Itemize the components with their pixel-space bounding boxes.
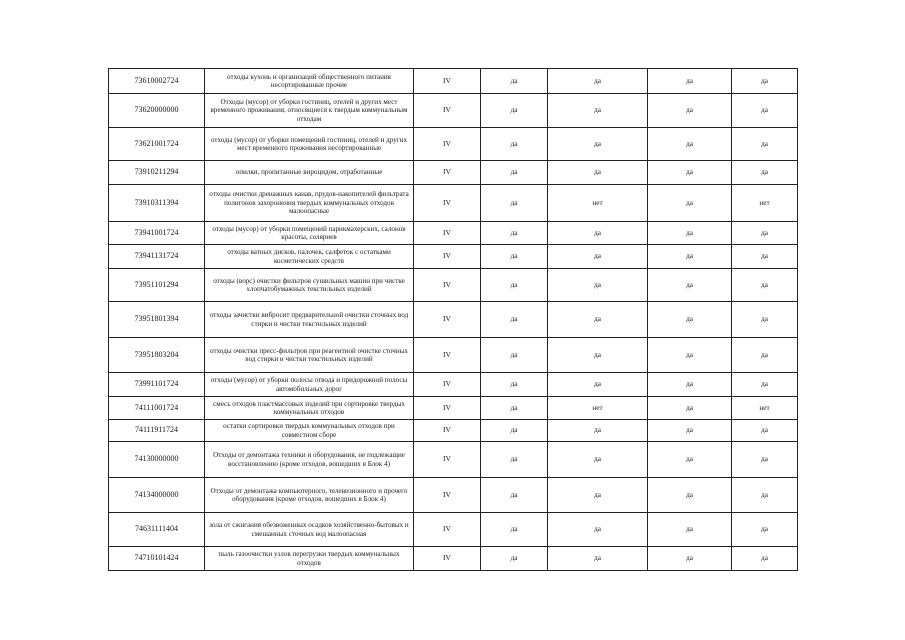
hazard-class-cell: IV	[414, 94, 481, 128]
flag-cell-4: да	[732, 338, 798, 373]
waste-code-cell: 74134000000	[109, 478, 205, 513]
hazard-class-cell: IV	[414, 245, 481, 269]
waste-description-cell: отходы ватных дисков, палочек, салфеток с остатками косметических средств	[205, 245, 414, 269]
flag-cell-3: да	[648, 478, 732, 513]
flag-cell-4: да	[732, 302, 798, 338]
flag-cell-4: нет	[732, 397, 798, 420]
hazard-class-cell: IV	[414, 185, 481, 222]
table-row	[109, 397, 798, 420]
table-row	[109, 420, 798, 442]
waste-description-cell: отходы очистки дренажных канав, прудов-накопителей фильтрата полигонов захоронения твердых коммунальных отходов малоопасные	[205, 185, 414, 222]
waste-code-cell: 73951801394	[109, 302, 205, 338]
waste-code-cell: 73951803204	[109, 338, 205, 373]
flag-cell-3: да	[648, 420, 732, 442]
flag-cell-4: да	[732, 222, 798, 245]
flag-cell-2: да	[548, 128, 648, 161]
flag-cell-4: да	[732, 513, 798, 547]
waste-code-cell: 73910211294	[109, 161, 205, 185]
waste-description-cell: отходы очистки пресс-фильтров при реагентной очистке сточных вод стирки и чистки текстильных изделий	[205, 338, 414, 373]
waste-description-cell: Отходы от демонтажа компьютерного, телевизионного и прочего оборудования (кроме отходов, вошедших в Блок 4)	[205, 478, 414, 513]
table-row	[109, 513, 798, 547]
waste-code-cell: 73620000000	[109, 94, 205, 128]
flag-cell-2: да	[548, 222, 648, 245]
flag-cell-1: да	[481, 442, 548, 478]
waste-table	[108, 68, 798, 571]
flag-cell-4: да	[732, 269, 798, 302]
flag-cell-2: да	[548, 94, 648, 128]
flag-cell-2: да	[548, 245, 648, 269]
waste-description-cell: Отходы (мусор) от уборки гостиниц, отелей и других мест временного проживания, относящиеся к твердым коммунальным отходам	[205, 94, 414, 128]
waste-description-cell: Отходы от демонтажа техники и оборудования, не подлежащие восстановлению (кроме отходов, вошедших в Блок 4)	[205, 442, 414, 478]
flag-cell-2: да	[548, 547, 648, 571]
flag-cell-4: да	[732, 94, 798, 128]
table-row	[109, 547, 798, 571]
flag-cell-1: да	[481, 478, 548, 513]
flag-cell-2: да	[548, 442, 648, 478]
flag-cell-3: да	[648, 128, 732, 161]
waste-description-cell: отходы (ворс) очистки фильтров сушильных машин при чистке хлопчатобумажных текстильных изделий	[205, 269, 414, 302]
flag-cell-3: да	[648, 269, 732, 302]
hazard-class-cell: IV	[414, 478, 481, 513]
waste-description-cell: отходы зачистки вибросит предварительной очистки сточных вод стирки и чистки текстильных изделий	[205, 302, 414, 338]
waste-code-cell: 74710101424	[109, 547, 205, 571]
flag-cell-1: да	[481, 69, 548, 94]
flag-cell-2: да	[548, 269, 648, 302]
flag-cell-2: да	[548, 478, 648, 513]
hazard-class-cell: IV	[414, 128, 481, 161]
flag-cell-4: да	[732, 420, 798, 442]
flag-cell-1: да	[481, 161, 548, 185]
table-row	[109, 69, 798, 94]
flag-cell-2: нет	[548, 397, 648, 420]
flag-cell-3: да	[648, 547, 732, 571]
table-row	[109, 161, 798, 185]
flag-cell-4: да	[732, 161, 798, 185]
flag-cell-2: да	[548, 420, 648, 442]
hazard-class-cell: IV	[414, 222, 481, 245]
flag-cell-4: нет	[732, 185, 798, 222]
flag-cell-2: да	[548, 338, 648, 373]
flag-cell-2: нет	[548, 185, 648, 222]
flag-cell-3: да	[648, 69, 732, 94]
flag-cell-3: да	[648, 513, 732, 547]
hazard-class-cell: IV	[414, 513, 481, 547]
waste-description-cell: отходы (мусор) от уборки помещений гостиниц, отелей и других мест временного проживания несортированные	[205, 128, 414, 161]
waste-code-cell: 73951101294	[109, 269, 205, 302]
flag-cell-3: да	[648, 94, 732, 128]
waste-description-cell: смесь отходов пластмассовых изделий при сортировке твердых коммунальных отходов	[205, 397, 414, 420]
flag-cell-4: да	[732, 547, 798, 571]
flag-cell-2: да	[548, 69, 648, 94]
waste-code-cell: 74111911724	[109, 420, 205, 442]
table-row	[109, 478, 798, 513]
hazard-class-cell: IV	[414, 338, 481, 373]
waste-description-cell: зола от сжигания обезвоженных осадков хозяйственно-бытовых и смешанных сточных вод малоопасная	[205, 513, 414, 547]
waste-description-cell: отходы кухонь и организаций общественного питания несортированные прочие	[205, 69, 414, 94]
table-row	[109, 442, 798, 478]
flag-cell-1: да	[481, 245, 548, 269]
flag-cell-3: да	[648, 397, 732, 420]
hazard-class-cell: IV	[414, 69, 481, 94]
flag-cell-2: да	[548, 302, 648, 338]
flag-cell-2: да	[548, 161, 648, 185]
flag-cell-1: да	[481, 373, 548, 397]
waste-code-cell: 73610002724	[109, 69, 205, 94]
waste-code-cell: 74130000000	[109, 442, 205, 478]
table-row	[109, 245, 798, 269]
hazard-class-cell: IV	[414, 442, 481, 478]
flag-cell-3: да	[648, 161, 732, 185]
flag-cell-3: да	[648, 185, 732, 222]
waste-description-cell: отходы (мусор) от уборки помещений парикмахерских, салонов красоты, соляриев	[205, 222, 414, 245]
flag-cell-1: да	[481, 269, 548, 302]
flag-cell-1: да	[481, 185, 548, 222]
waste-code-cell: 74111001724	[109, 397, 205, 420]
flag-cell-3: да	[648, 338, 732, 373]
hazard-class-cell: IV	[414, 373, 481, 397]
hazard-class-cell: IV	[414, 302, 481, 338]
table-row	[109, 302, 798, 338]
table-row	[109, 94, 798, 128]
hazard-class-cell: IV	[414, 547, 481, 571]
flag-cell-3: да	[648, 222, 732, 245]
flag-cell-2: да	[548, 513, 648, 547]
flag-cell-4: да	[732, 373, 798, 397]
flag-cell-2: да	[548, 373, 648, 397]
table-row	[109, 222, 798, 245]
flag-cell-1: да	[481, 338, 548, 373]
waste-code-cell: 73910311394	[109, 185, 205, 222]
flag-cell-4: да	[732, 69, 798, 94]
hazard-class-cell: IV	[414, 269, 481, 302]
flag-cell-4: да	[732, 245, 798, 269]
waste-code-cell: 74631111404	[109, 513, 205, 547]
flag-cell-3: да	[648, 373, 732, 397]
flag-cell-1: да	[481, 420, 548, 442]
flag-cell-1: да	[481, 397, 548, 420]
waste-code-cell: 73621001724	[109, 128, 205, 161]
flag-cell-1: да	[481, 222, 548, 245]
table-row	[109, 185, 798, 222]
waste-code-cell: 73941131724	[109, 245, 205, 269]
waste-code-cell: 73941001724	[109, 222, 205, 245]
flag-cell-3: да	[648, 442, 732, 478]
flag-cell-1: да	[481, 302, 548, 338]
flag-cell-3: да	[648, 302, 732, 338]
table-row	[109, 128, 798, 161]
flag-cell-4: да	[732, 128, 798, 161]
flag-cell-1: да	[481, 513, 548, 547]
flag-cell-4: да	[732, 478, 798, 513]
waste-description-cell: опилки, пропитанные вироцидом, отработанные	[205, 161, 414, 185]
waste-code-cell: 73991101724	[109, 373, 205, 397]
flag-cell-4: да	[732, 442, 798, 478]
flag-cell-3: да	[648, 245, 732, 269]
waste-description-cell: остатки сортировки твердых коммунальных отходов при совместном сборе	[205, 420, 414, 442]
waste-description-cell: отходы (мусор) от уборки полосы отвода и придорожной полосы автомобильных дорог	[205, 373, 414, 397]
flag-cell-1: да	[481, 547, 548, 571]
waste-description-cell: пыль газоочистки узлов перегрузки твердых коммунальных отходов	[205, 547, 414, 571]
flag-cell-1: да	[481, 94, 548, 128]
hazard-class-cell: IV	[414, 397, 481, 420]
hazard-class-cell: IV	[414, 420, 481, 442]
waste-table-body	[109, 69, 798, 571]
table-row	[109, 338, 798, 373]
flag-cell-1: да	[481, 128, 548, 161]
waste-classification-sheet	[108, 68, 797, 571]
table-row	[109, 269, 798, 302]
table-row	[109, 373, 798, 397]
hazard-class-cell: IV	[414, 161, 481, 185]
